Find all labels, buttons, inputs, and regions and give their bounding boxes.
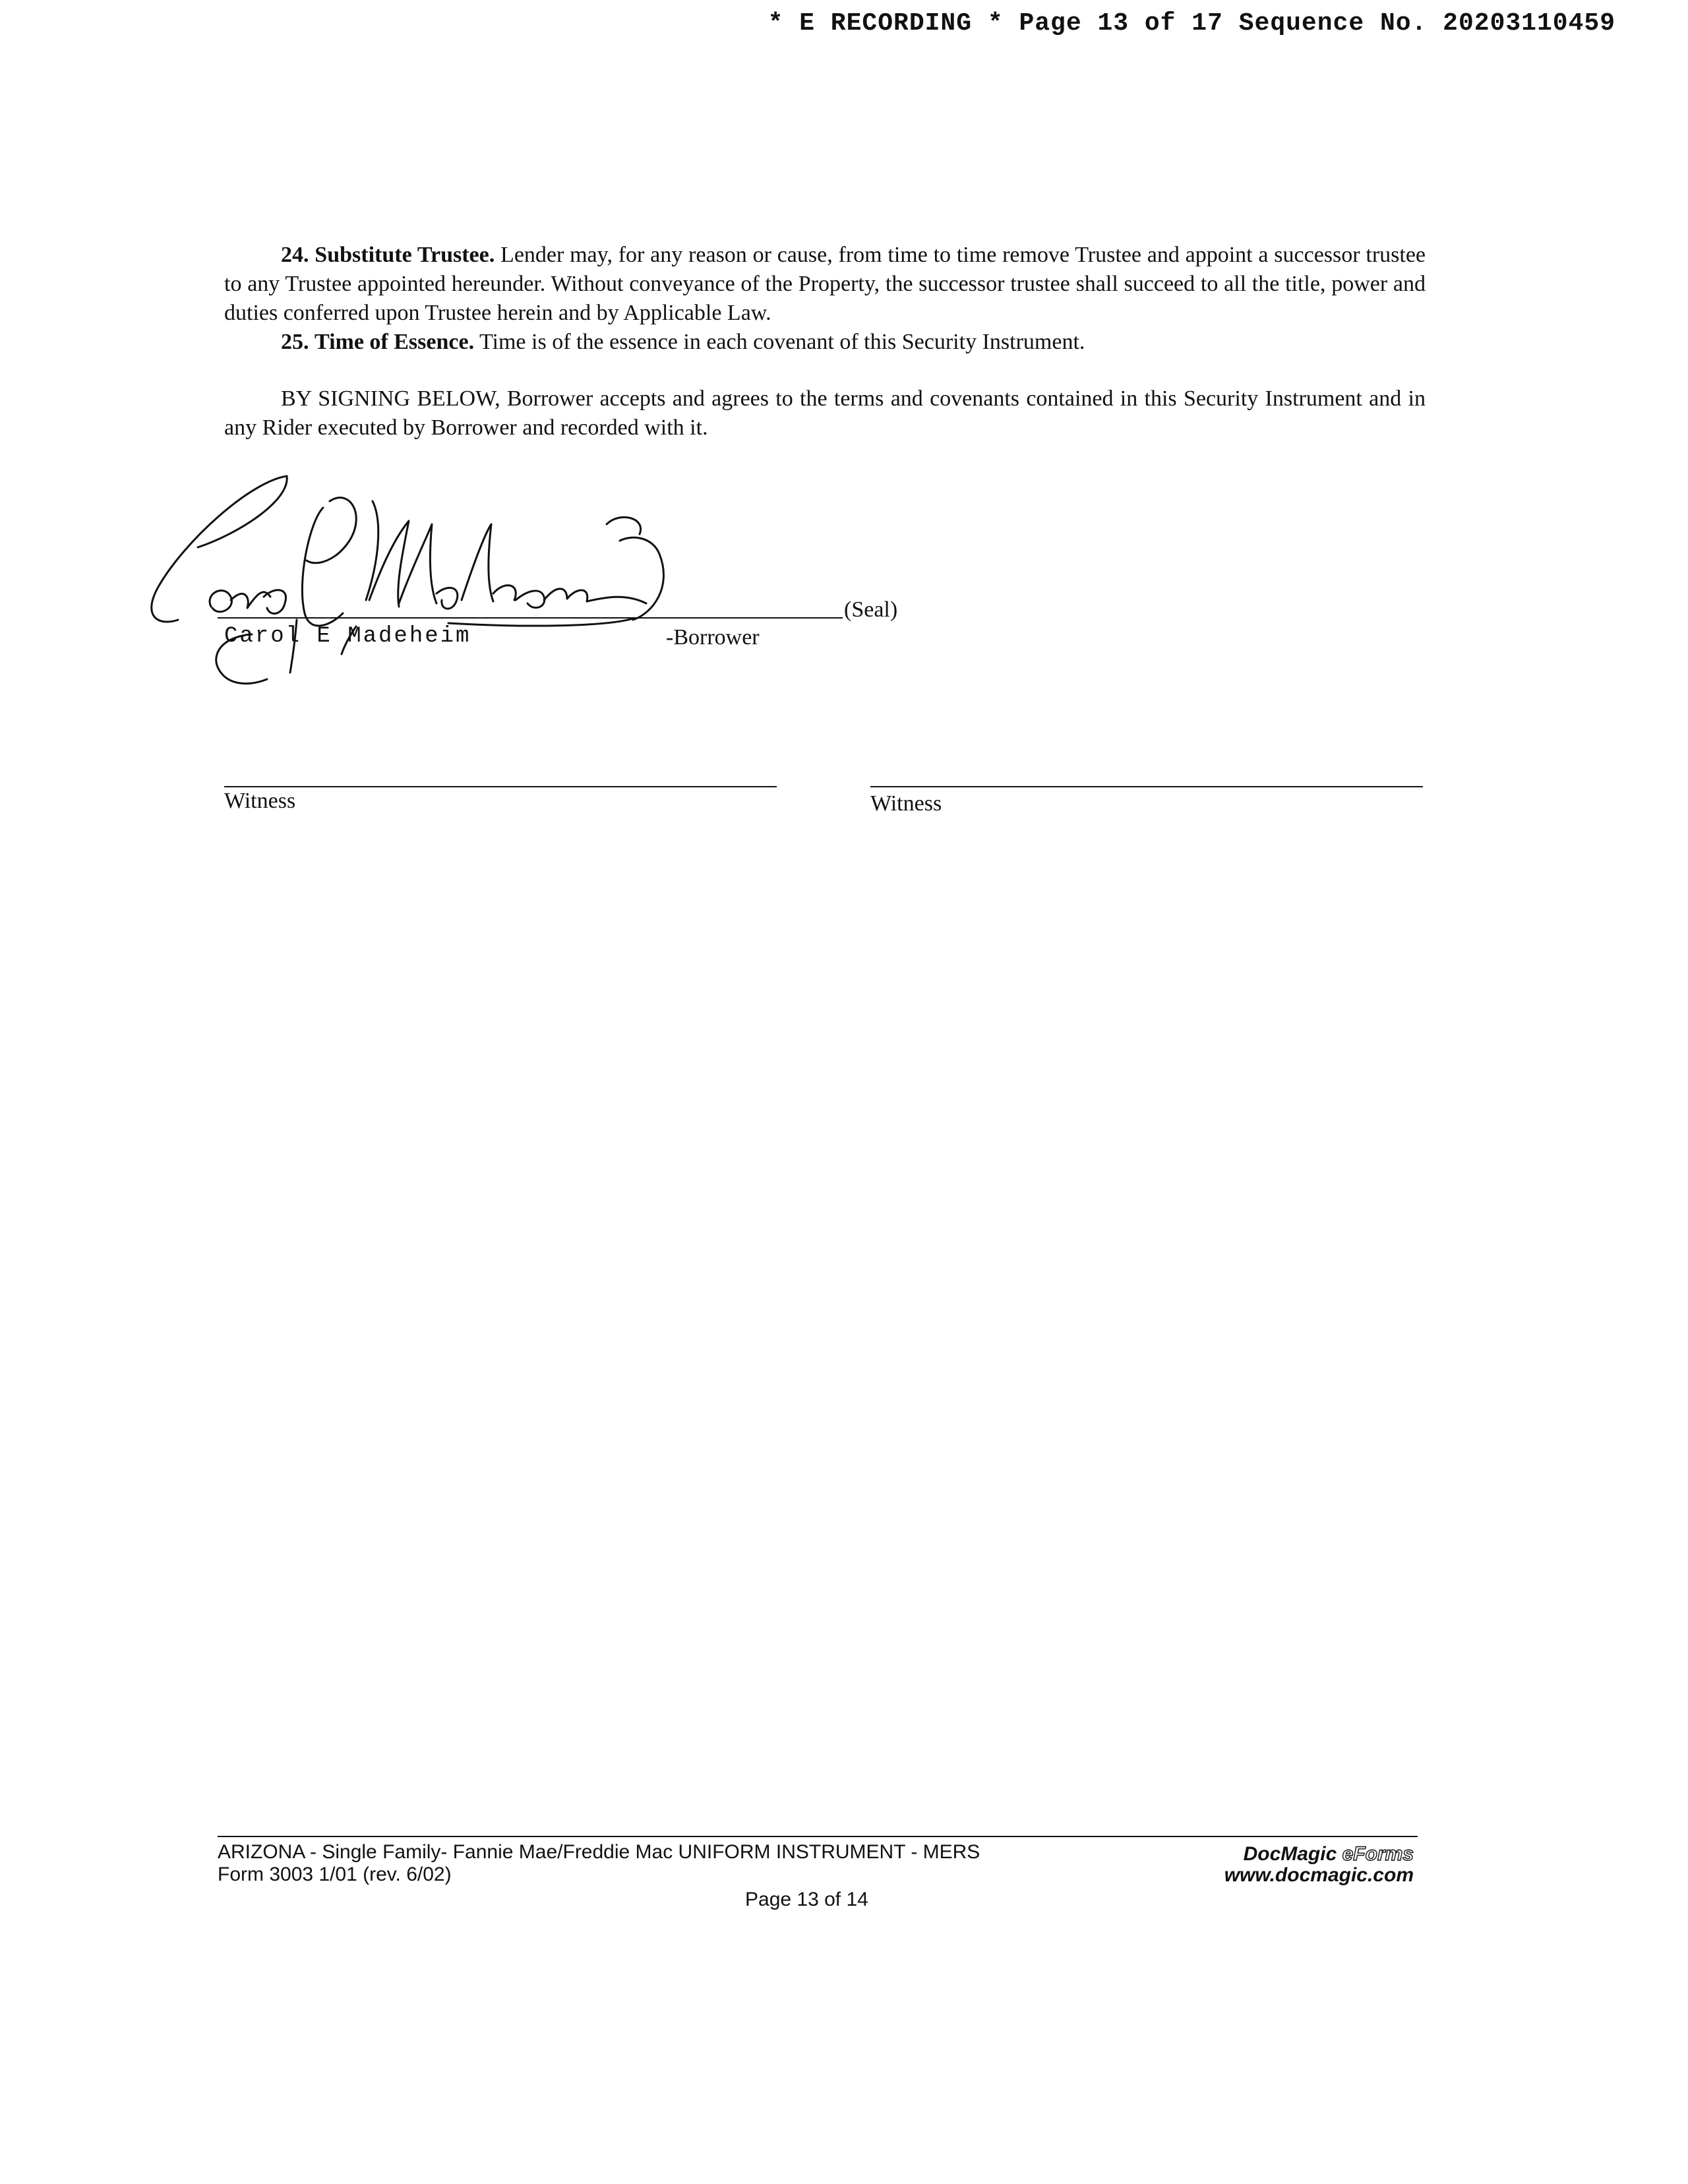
section-24 xyxy=(224,241,1426,328)
footer-form-title: ARIZONA - Single Family- Fannie Mae/Freddie Mac UNIFORM INSTRUMENT - MERS xyxy=(218,1841,980,1863)
handwritten-signature xyxy=(132,462,791,699)
brand-product: eForms xyxy=(1342,1843,1414,1865)
brand-name: DocMagic xyxy=(1243,1843,1337,1865)
section-25-text: Time is of the essence in each covenant of this Security Instrument. xyxy=(479,330,1085,354)
section-24-text: Lender may, for any reason or cause, from time to time remove Trustee and appoint a successor trustee to any Trustee appointed hereunder. Without conveyance of the Property, the successor trustee shall succeed to all the title, power and duties conferred upon Trustee herein and by Applicable Law. xyxy=(224,243,1426,325)
borrower-role-label: -Borrower xyxy=(666,625,760,650)
signature-block xyxy=(132,462,989,699)
witness-line-right xyxy=(870,786,1423,787)
recording-header: * E RECORDING * Page 13 of 17 Sequence No. 20203110459 xyxy=(768,9,1615,38)
section-24-number: 24. xyxy=(281,243,309,267)
section-25 xyxy=(224,328,1426,357)
footer-brand xyxy=(1224,1844,1414,1886)
section-25-title: Time of Essence. xyxy=(315,330,475,354)
document-body xyxy=(224,241,1426,442)
seal-label: (Seal) xyxy=(844,597,898,622)
section-25-number: 25. xyxy=(281,330,309,354)
signature-line xyxy=(218,617,843,619)
brand-url: www.docmagic.com xyxy=(1224,1864,1414,1886)
witness-label-right: Witness xyxy=(870,791,942,816)
witness-label-left: Witness xyxy=(224,789,296,813)
signing-statement: BY SIGNING BELOW, Borrower accepts and agrees to the terms and covenants contained in this Security Instrument and in any Rider executed by Borrower and recorded with it. xyxy=(224,386,1426,440)
docmagic-logo xyxy=(1224,1844,1414,1865)
section-24-title: Substitute Trustee. xyxy=(315,243,495,267)
witness-line-left xyxy=(224,786,777,787)
page-number: Page 13 of 14 xyxy=(745,1889,868,1910)
footer-form-number: Form 3003 1/01 (rev. 6/02) xyxy=(218,1864,452,1885)
footer-rule xyxy=(218,1836,1418,1837)
footer-form-info xyxy=(218,1841,980,1886)
borrower-name: Carol E Madeheim xyxy=(224,624,471,649)
